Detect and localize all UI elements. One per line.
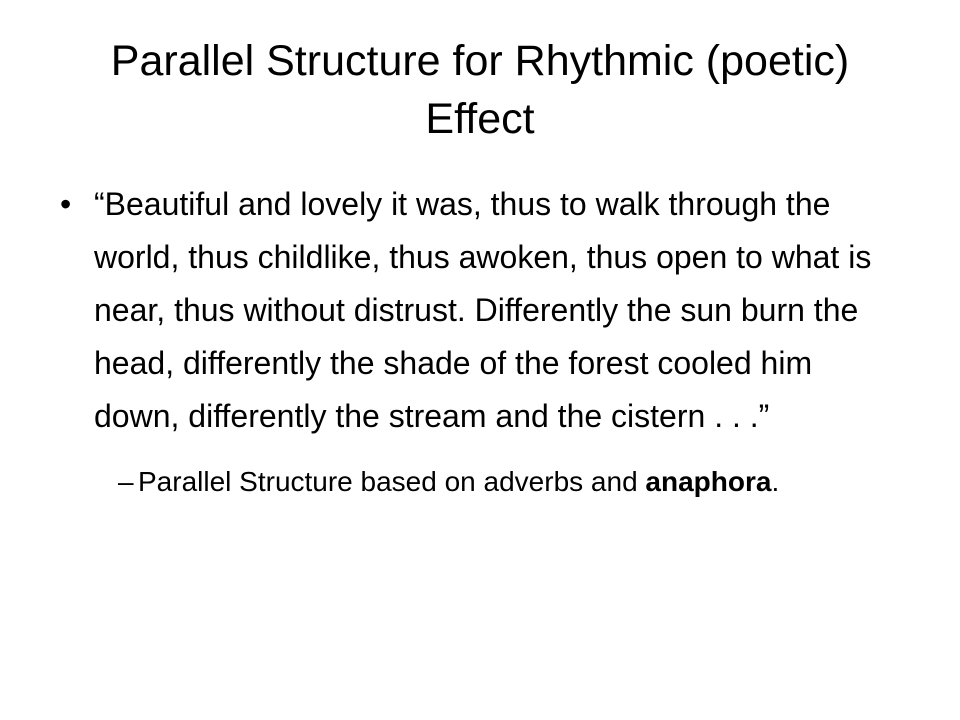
bullet-marker: • bbox=[60, 186, 72, 222]
slide-title: Parallel Structure for Rhythmic (poetic) Effect bbox=[110, 37, 850, 143]
quote-bullet bbox=[60, 178, 880, 443]
sub-bullet-text bbox=[138, 461, 880, 503]
slide-body bbox=[60, 178, 880, 503]
note-prefix: Parallel Structure based on adverbs and bbox=[138, 466, 646, 497]
note-emphasis: anaphora bbox=[645, 466, 772, 497]
sub-bullet-marker: – bbox=[118, 466, 134, 497]
sub-bullet bbox=[118, 461, 880, 503]
note-suffix: . bbox=[771, 466, 780, 497]
quote-text: “Beautiful and lovely it was, thus to walk through the world, thus childlike, thus awoken, thus open to what is near, thus without distrust. Differently the sun burn the head, differently the shade of the forest cooled him down, differently the stream and the cistern . . .” bbox=[94, 186, 872, 434]
